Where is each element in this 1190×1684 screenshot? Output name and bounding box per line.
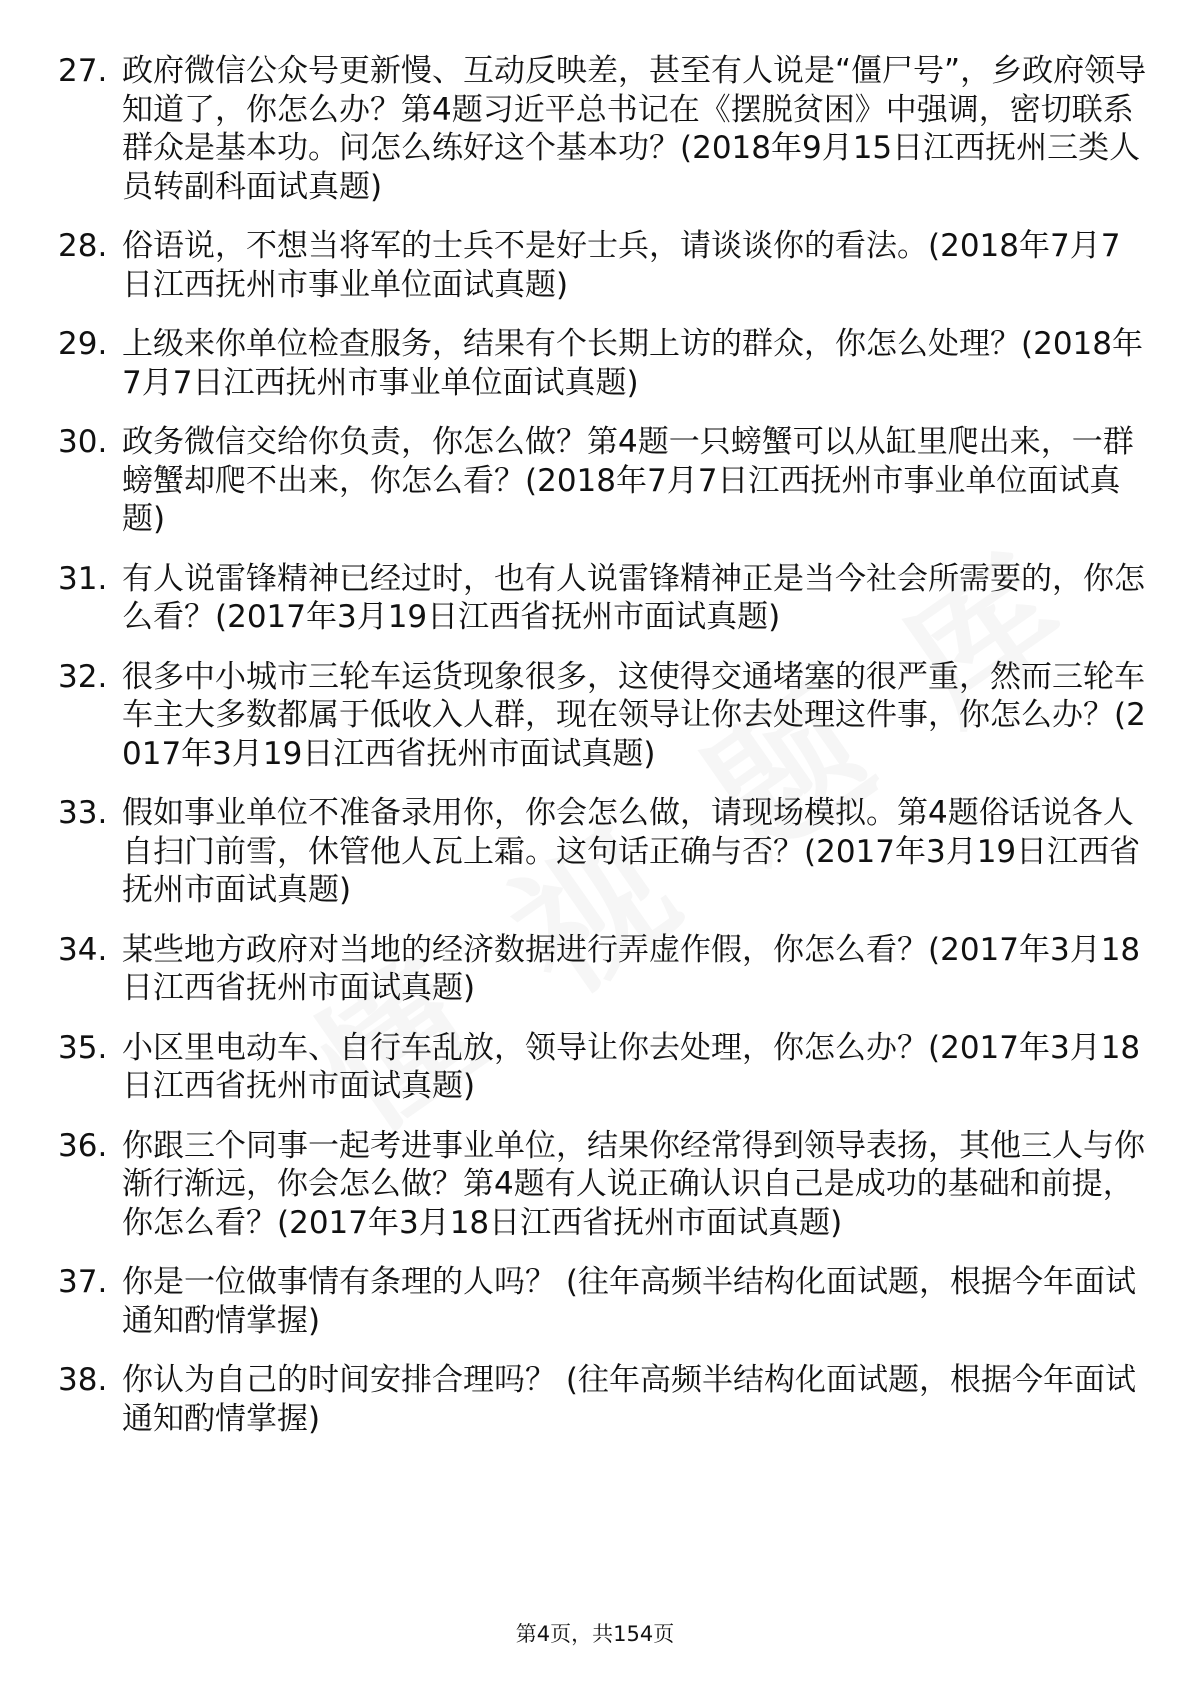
question-text: 小区里电动车、自行车乱放，领导让你去处理，你怎么办？(2017年3月18日江西省抚州市面试真题)	[122, 1029, 1141, 1104]
question-text: 你跟三个同事一起考进事业单位，结果你经常得到领导表扬，其他三人与你渐行渐远，你会怎么做？第4题有人说正确认识自己是成功的基础和前提，你怎么看？(2017年3月18日江西省抚州市面试真题)	[122, 1127, 1145, 1241]
question-text: 政府微信公众号更新慢、互动反映差，甚至有人说是“僵尸号”，乡政府领导知道了，你怎么办？第4题习近平总书记在《摆脱贫困》中强调，密切联系群众是基本功。问怎么练好这个基本功？(2018年9月15日江西抚州三类人员转副科面试真题)	[122, 53, 1147, 205]
question-text: 很多中小城市三轮车运货现象很多，这使得交通堵塞的很严重，然而三轮车车主大多数都属于低收入人群，现在领导让你去处理这件事，你怎么办？(2017年3月19日江西省抚州市面试真题)	[122, 658, 1146, 772]
question-item	[58, 1361, 1148, 1438]
question-text: 政务微信交给你负责，你怎么做？第4题一只螃蟹可以从缸里爬出来，一群螃蟹却爬不出来，你怎么看？(2018年7月7日江西抚州市事业单位面试真题)	[122, 424, 1134, 537]
question-item	[58, 560, 1148, 637]
question-item	[58, 227, 1148, 304]
question-text: 你认为自己的时间安排合理吗？ (往年高频半结构化面试题，根据今年面试通知酌情掌握)	[122, 1362, 1136, 1437]
question-item	[58, 1263, 1148, 1340]
question-number: 28.	[58, 228, 108, 264]
question-number: 37.	[58, 1264, 108, 1300]
question-text: 俗语说，不想当将军的士兵不是好士兵，请谈谈你的看法。(2018年7月7日江西抚州市事业单位面试真题)	[122, 228, 1121, 303]
question-item	[58, 423, 1148, 539]
question-number: 32.	[58, 658, 108, 695]
question-text: 某些地方政府对当地的经济数据进行弄虚作假，你怎么看？(2017年3月18日江西省抚州市面试真题)	[122, 931, 1141, 1006]
page-footer: 第4页，共154页	[515, 1622, 675, 1646]
question-number: 38.	[58, 1362, 108, 1398]
question-number: 27.	[58, 53, 108, 89]
question-item	[58, 1029, 1148, 1106]
question-number: 36.	[58, 1127, 108, 1164]
question-text: 有人说雷锋精神已经过时，也有人说雷锋精神正是当今社会所需要的，你怎么看？(2017年3月19日江西省抚州市面试真题)	[122, 560, 1145, 635]
question-item	[58, 794, 1148, 910]
question-number: 35.	[58, 1029, 108, 1066]
question-text: 你是一位做事情有条理的人吗？ (往年高频半结构化面试题，根据今年面试通知酌情掌握)	[122, 1264, 1136, 1339]
question-number: 29.	[58, 326, 108, 362]
question-item	[58, 658, 1148, 774]
question-item	[58, 931, 1148, 1008]
question-number: 33.	[58, 795, 108, 831]
question-item	[58, 52, 1148, 206]
question-text: 上级来你单位检查服务，结果有个长期上访的群众，你怎么处理？(2018年7月7日江西抚州市事业单位面试真题)	[122, 326, 1143, 401]
question-number: 31.	[58, 560, 108, 597]
question-item	[58, 325, 1148, 402]
question-number: 34.	[58, 931, 108, 968]
question-item	[58, 1127, 1148, 1243]
question-list	[58, 52, 1148, 1459]
question-number: 30.	[58, 424, 108, 460]
question-text: 假如事业单位不准备录用你，你会怎么做，请现场模拟。第4题俗话说各人自扫门前雪，休管他人瓦上霜。这句话正确与否？(2017年3月19日江西省抚州市面试真题)	[122, 795, 1141, 908]
